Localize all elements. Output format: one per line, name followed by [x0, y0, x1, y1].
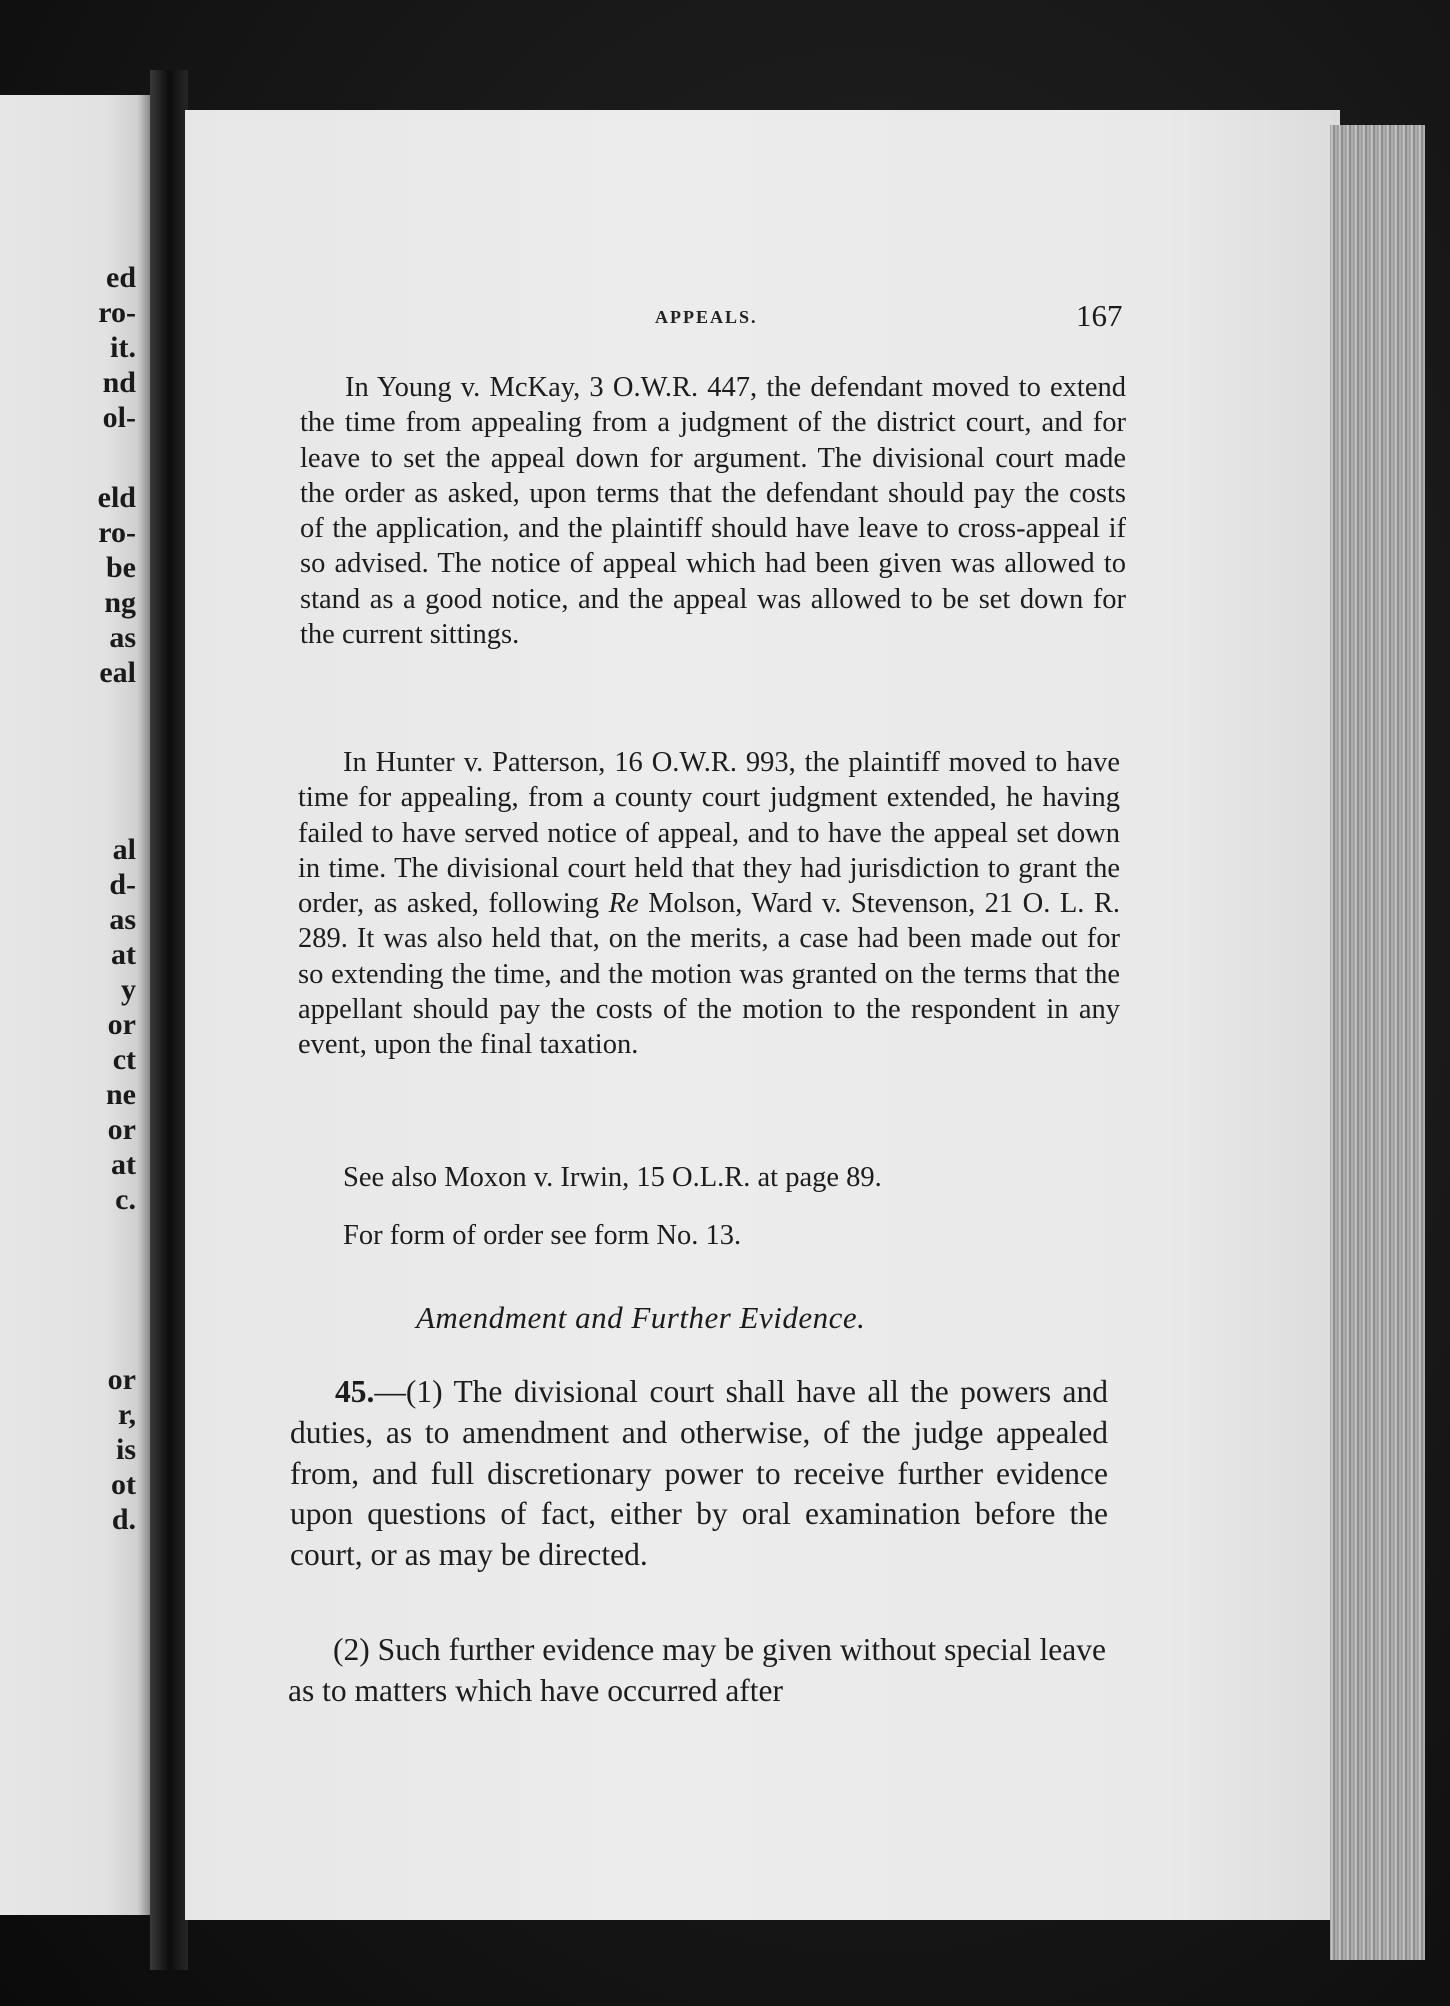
left-page-text-fragment: ne [106, 1078, 136, 1111]
section-heading: Amendment and Further Evidence. [416, 1300, 866, 1335]
left-page-text-fragment: eld [97, 481, 136, 514]
left-page-text-fragment: or [107, 1363, 136, 1396]
section-number: 45. [335, 1374, 375, 1409]
section-45-subsection-2: (2) Such further evidence may be given without special leave as to matters which have occurred after [288, 1632, 1106, 1708]
paragraph-hunter-v-patterson [298, 745, 1120, 1063]
paragraph-text: Molson, Ward v. Stevenson, 21 O. L. R. 289. It was also held that, on the merits, a case had been made out for so extending the time, and the motion was granted on the terms that the appellant should pay the costs of the motion to the respondent in any event, upon the final taxation. [298, 888, 1121, 1061]
left-page-text-fragment: d. [111, 1503, 136, 1536]
book-gutter [150, 70, 188, 1970]
left-page-text-fragment: as [109, 621, 136, 654]
running-head: APPEALS. [655, 307, 758, 327]
section-text: —(1) The divisional court shall have all the powers and duties, as to amendment and otherwise, of the judge appealed from, and full discretionary power to receive further evidence upon questions of fact, either by oral examination before the court, or as may be directed. [290, 1374, 1108, 1573]
left-page-text-fragment: ol- [102, 401, 136, 434]
left-page-text-fragment: al [112, 833, 136, 866]
re-italic: Re [608, 888, 639, 920]
left-page-text-fragment: nd [102, 366, 136, 399]
paragraph-see-also: See also Moxon v. Irwin, 15 O.L.R. at page 89. [343, 1162, 882, 1193]
paragraph-text: In Hunter v. Patterson, 16 O.W.R. 993, the plaintiff moved to have time for appealing, from a county court judgment extended, he having failed to have served notice of appeal, and to have the appeal set down in time. The divisional court held that they had jurisdiction to grant the order, as asked, following [298, 747, 1120, 920]
left-page-text-fragment: or [107, 1008, 136, 1041]
left-page-text-fragment: be [106, 551, 136, 584]
paragraph-form-of-order: For form of order see form No. 13. [343, 1220, 742, 1251]
left-page-text-fragment: or [107, 1113, 136, 1146]
left-page-text-fragment: ro- [98, 296, 136, 329]
left-page-text-fragment: it. [110, 331, 136, 364]
paragraph-young-v-mckay: In Young v. McKay, 3 O.W.R. 447, the defendant moved to extend the time from appealing from a judgment of the district court, and for leave to set the appeal down for argument. The divisional court made the order as asked, upon terms that the defendant should pay the costs of the application, and the plaintiff should have leave to cross-appeal if so advised. The notice of appeal which had been given was allowed to stand as a good notice, and the appeal was allowed to be set down for the current sittings. [300, 372, 1126, 651]
left-page-text-fragment: as [109, 903, 136, 936]
left-page-text-fragment: is [115, 1433, 136, 1466]
page-edges [1330, 125, 1425, 1960]
left-page-text-fragment: eal [99, 656, 136, 689]
left-page-text-fragment: y [121, 973, 136, 1006]
left-page-text-fragment: r, [117, 1398, 136, 1431]
left-page-text-fragment: d- [109, 868, 136, 901]
left-page-text-fragment: at [111, 938, 136, 971]
page-number: 167 [1076, 298, 1123, 333]
section-45-subsection-1 [290, 1372, 1108, 1576]
left-page-text-fragment: ot [111, 1468, 136, 1501]
left-page-text-fragment: at [111, 1148, 136, 1181]
left-page-text-fragment: ct [112, 1043, 136, 1076]
left-page-text-fragment: ed [106, 261, 136, 294]
left-page-fragment [0, 95, 150, 1915]
left-page-text-fragment: ng [104, 586, 136, 619]
left-page-text-fragment: c. [115, 1183, 136, 1216]
left-page-text-fragment: ro- [98, 516, 136, 549]
